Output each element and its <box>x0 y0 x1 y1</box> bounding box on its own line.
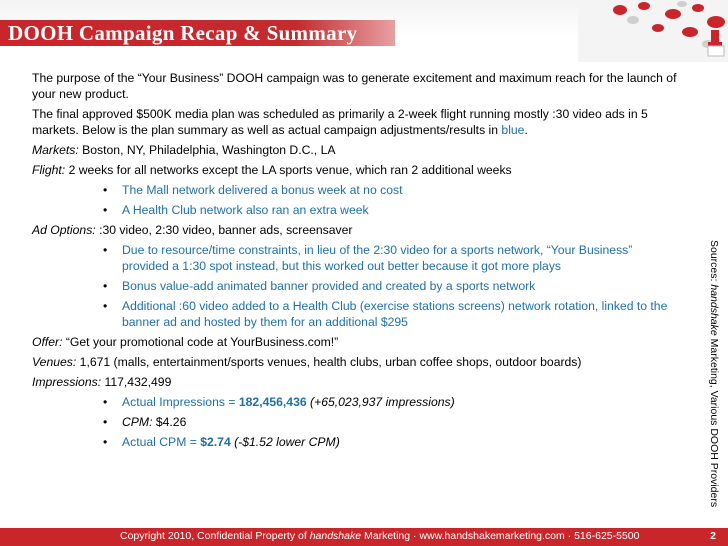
offer-value: “Get your promotional code at YourBusiness.com!” <box>62 335 339 349</box>
bullet-icon: • <box>103 243 108 257</box>
bullet-icon: • <box>103 183 108 197</box>
title-bar <box>0 20 395 46</box>
sources-italic: handshake <box>708 284 720 336</box>
list-item <box>32 414 682 430</box>
venues-line <box>32 354 682 370</box>
actual-cpm-label: Actual CPM = <box>122 435 201 449</box>
chess-pieces-logo-icon <box>578 0 728 62</box>
page-number: 2 <box>710 530 716 542</box>
impressions-line <box>32 374 682 390</box>
blue-word: blue <box>501 123 525 137</box>
list-item <box>32 278 682 294</box>
bullet-text: The Mall network delivered a bonus week at no cost <box>122 183 403 197</box>
plan-period: . <box>524 123 528 137</box>
sources-text <box>708 240 720 507</box>
bullet-icon: • <box>103 203 108 217</box>
markets-line <box>32 142 682 158</box>
flight-line <box>32 162 682 178</box>
list-item <box>32 434 682 450</box>
bullet-text: Bonus value-add animated banner provided and created by a sports network <box>122 279 536 293</box>
bullet-icon: • <box>103 435 108 449</box>
bullet-icon: • <box>103 279 108 293</box>
ad-options-value: :30 video, 2:30 video, banner ads, screensaver <box>95 223 353 237</box>
list-item <box>32 182 682 198</box>
actual-cpm-note: (-$1.52 lower CPM) <box>230 435 340 449</box>
offer-label: Offer: <box>32 335 63 349</box>
cpm-label: CPM: <box>122 415 153 429</box>
list-item <box>32 394 682 410</box>
intro-paragraph: The purpose of the “Your Business” DOOH campaign was to generate excitement and maximum reach for the launch of your new product. <box>32 71 677 101</box>
ad-options-line <box>32 222 682 238</box>
plan-paragraph <box>32 106 682 138</box>
actual-impressions-value: 182,456,436 <box>238 395 307 409</box>
bullet-icon: • <box>103 395 108 409</box>
actual-impressions-note: (+65,023,937 impressions) <box>306 395 455 409</box>
content-body <box>32 70 682 454</box>
header <box>0 0 728 62</box>
flight-label: Flight: <box>32 163 66 177</box>
actual-impressions-label: Actual Impressions = <box>122 395 239 409</box>
venues-label: Venues: <box>32 355 77 369</box>
plan-text: The final approved $500K media plan was scheduled as primarily a 2-week flight running mostly :30 video ads in 5 markets. Below is the plan summary as well as actual campaign adjustments/results in <box>32 107 648 137</box>
flight-value: 2 weeks for all networks except the LA sports venue, which ran 2 additional weeks <box>65 163 512 177</box>
footer-italic: handshake <box>309 530 362 542</box>
offer-line <box>32 334 682 350</box>
bullet-icon: • <box>103 299 108 313</box>
impressions-value: 117,432,499 <box>101 375 172 389</box>
impressions-label: Impressions: <box>32 375 102 389</box>
page-title: DOOH Campaign Recap & Summary <box>8 21 358 45</box>
list-item <box>32 298 682 330</box>
actual-cpm-value: $2.74 <box>200 435 231 449</box>
sources-sidebar <box>701 240 721 510</box>
sources-prefix: Sources: <box>708 240 720 285</box>
footer-prefix: Copyright 2010, Confidential Property of <box>120 530 310 542</box>
bullet-icon: • <box>103 415 108 429</box>
list-item <box>32 242 682 274</box>
markets-label: Markets: <box>32 143 79 157</box>
bullet-text: Additional :60 video added to a Health Club (exercise stations screens) network rotation, linked to the banner ad and hosted by them for an additional $295 <box>122 299 668 329</box>
markets-value: Boston, NY, Philadelphia, Washington D.C., LA <box>78 143 336 157</box>
venues-value: 1,671 (malls, entertainment/sports venues, health clubs, urban coffee shops, outdoor boards) <box>76 355 582 369</box>
bullet-text: A Health Club network also ran an extra week <box>122 203 369 217</box>
ad-options-label: Ad Options: <box>32 223 96 237</box>
cpm-value: $4.26 <box>152 415 187 429</box>
footer <box>0 528 728 546</box>
footer-copyright <box>120 530 639 542</box>
footer-suffix: Marketing · www.handshakemarketing.com · 516-625-5500 <box>361 530 640 542</box>
list-item <box>32 202 682 218</box>
bullet-text: Due to resource/time constraints, in lieu of the 2:30 video for a sports network, “Your Business” provided a 1:30 spot instead, but this worked out better because it got more plays <box>122 243 633 273</box>
sources-suffix: Marketing, Various DOOH Providers <box>708 335 720 508</box>
